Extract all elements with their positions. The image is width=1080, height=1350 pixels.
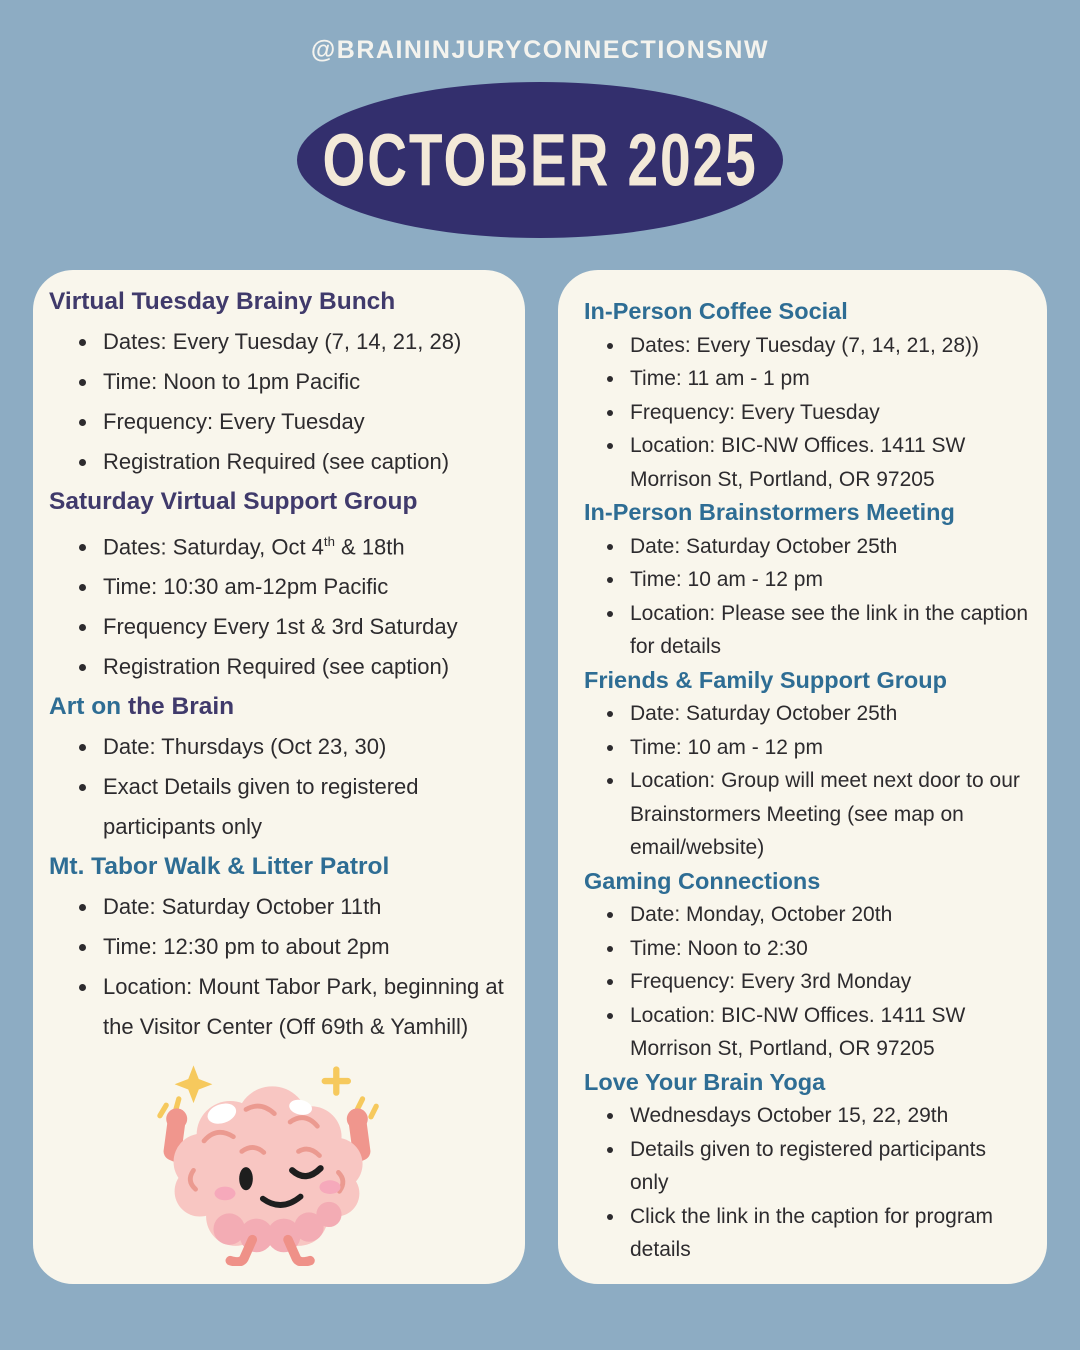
event-section-title (584, 1066, 1029, 1100)
event-detail-list (584, 1099, 1029, 1267)
event-detail-item: • Time: Noon to 2:30 (626, 932, 1029, 966)
left-sections (49, 282, 505, 1047)
event-detail-item: • Registration Required (see caption) (99, 442, 505, 482)
event-detail-item: • Dates: Saturday, Oct 4th & 18th (99, 522, 505, 567)
event-detail-list (584, 329, 1029, 497)
event-section-title (49, 687, 505, 727)
event-detail-item: • Date: Saturday October 25th (626, 530, 1029, 564)
event-section-title (49, 847, 505, 887)
right-events-card (558, 270, 1047, 1284)
event-detail-item: • Location: BIC-NW Offices. 1411 SW Morrison St, Portland, OR 97205 (626, 999, 1029, 1066)
event-detail-item: • Frequency Every 1st & 3rd Saturday (99, 607, 505, 647)
event-section-title-part: the Brain (127, 693, 235, 721)
event-detail-list (49, 727, 505, 847)
event-detail-item: • Frequency: Every Tuesday (99, 402, 505, 442)
event-section-title (584, 865, 1029, 899)
event-detail-list (49, 322, 505, 482)
title-ellipse (297, 82, 783, 238)
event-section-title (49, 282, 505, 322)
event-detail-item: • Location: BIC-NW Offices. 1411 SW Morrison St, Portland, OR 97205 (626, 429, 1029, 496)
event-detail-item: • Details given to registered participants only (626, 1133, 1029, 1200)
event-detail-item: • Click the link in the caption for program details (626, 1200, 1029, 1267)
right-sections (584, 295, 1029, 1267)
event-section-title-part: Friends & Family Support Group (584, 666, 947, 693)
event-section-title-part: Art on (49, 693, 128, 721)
event-section-title-part: Love Your Brain Yoga (584, 1068, 826, 1095)
event-detail-list (584, 530, 1029, 664)
event-detail-item: • Dates: Every Tuesday (7, 14, 21, 28) (99, 322, 505, 362)
event-detail-list (584, 898, 1029, 1066)
event-detail-item: • Exact Details given to registered participants only (99, 767, 505, 847)
event-detail-item: • Location: Mount Tabor Park, beginning at the Visitor Center (Off 69th & Yamhill) (99, 967, 505, 1047)
left-events-card (33, 270, 525, 1284)
event-detail-item: • Frequency: Every Tuesday (626, 396, 1029, 430)
event-detail-item: • Time: 10 am - 12 pm (626, 563, 1029, 597)
event-detail-item: • Time: 11 am - 1 pm (626, 362, 1029, 396)
event-section-title-part: Virtual Tuesday Brainy Bunch (49, 288, 396, 315)
event-columns (33, 270, 1047, 1284)
event-detail-item: • Frequency: Every 3rd Monday (626, 965, 1029, 999)
event-section-title-part: Gaming Connections (584, 867, 821, 894)
event-section-title (584, 295, 1029, 329)
event-section-title-part: In-Person Coffee Social (584, 298, 848, 324)
event-detail-item: • Date: Monday, October 20th (626, 898, 1029, 932)
instagram-handle: @BRAININJURYCONNECTIONSNW (310, 36, 770, 64)
event-detail-list (49, 887, 505, 1047)
event-section-title (49, 482, 505, 522)
event-section-title (584, 664, 1029, 698)
event-detail-item: • Time: Noon to 1pm Pacific (99, 362, 505, 402)
event-detail-item: • Wednesdays October 15, 22, 29th (626, 1099, 1029, 1133)
event-detail-list (49, 522, 505, 687)
event-section-title-part: Mt. Tabor Walk & Litter Patrol (49, 853, 390, 881)
event-detail-item: • Time: 12:30 pm to about 2pm (99, 927, 505, 967)
event-section-title (584, 496, 1029, 530)
event-detail-item: • Registration Required (see caption) (99, 647, 505, 687)
event-detail-item: • Time: 10:30 am-12pm Pacific (99, 567, 505, 607)
event-detail-list (584, 697, 1029, 865)
event-detail-item: • Location: Please see the link in the caption for details (626, 597, 1029, 664)
ordinal-superscript: th (323, 534, 335, 549)
event-detail-item: • Dates: Every Tuesday (7, 14, 21, 28)) (626, 329, 1029, 363)
event-detail-item: • Date: Thursdays (Oct 23, 30) (99, 727, 505, 767)
event-detail-item: • Date: Saturday October 11th (99, 887, 505, 927)
poster-title: OCTOBER 2025 (322, 118, 758, 202)
flexing-brain-icon (141, 1061, 393, 1266)
event-detail-item: • Location: Group will meet next door to our Brainstormers Meeting (see map on email/website) (626, 764, 1029, 865)
event-section-title-part: Saturday Virtual Support Group (49, 488, 418, 515)
brain-mascot-illustration (141, 1061, 393, 1271)
event-section-title-part: In-Person Brainstormers Meeting (584, 499, 955, 525)
event-detail-item: • Time: 10 am - 12 pm (626, 731, 1029, 765)
event-detail-item: • Date: Saturday October 25th (626, 697, 1029, 731)
